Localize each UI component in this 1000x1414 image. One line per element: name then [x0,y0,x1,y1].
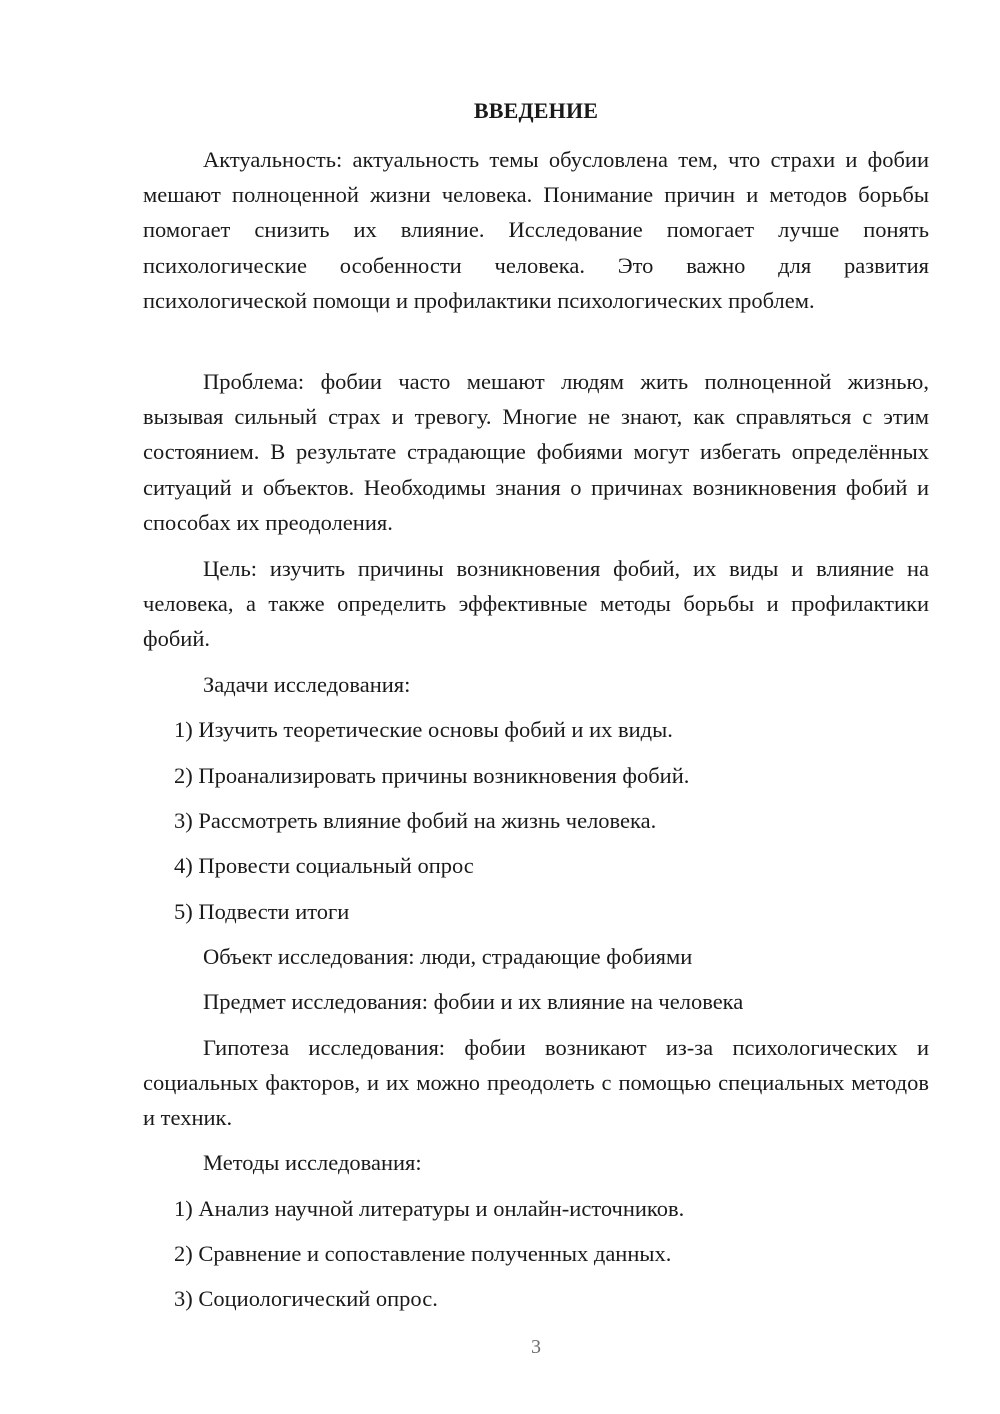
method-item: 3) Социологический опрос. [174,1286,438,1311]
task-item: 3) Рассмотреть влияние фобий на жизнь человека. [174,808,657,833]
section-heading: ВВЕДЕНИЕ [473,98,599,123]
research-object: Объект исследования: люди, страдающие фобиями [203,944,693,969]
task-item: 1) Изучить теоретические основы фобий и их виды. [174,717,673,742]
relevance-paragraph: Актуальность: актуальность темы обусловлена тем, что страхи и фобии мешают полноценной жизни человека. Понимание причин и методов борьбы помогает снизить их влияние. Исследование помогает лучше понять психологические особенности человека. Это важно для развития психологической помощи и профилактики психологических проблем. [143,147,929,313]
problem-paragraph: Проблема: фобии часто мешают людям жить полноценной жизнью, вызывая сильный страх и тревогу. Многие не знают, как справляться с этим состоянием. В результате страдающие фобиями могут избегать определённых ситуаций и объектов. Необходимы знания о причинах возникновения фобий и способах их преодоления. [143,369,929,535]
task-item: 5) Подвести итоги [174,899,350,924]
method-item: 2) Сравнение и сопоставление полученных данных. [174,1241,672,1266]
task-item: 4) Провести социальный опрос [174,853,474,878]
tasks-heading: Задачи исследования: [203,672,411,697]
method-item: 1) Анализ научной литературы и онлайн-источников. [174,1196,685,1221]
methods-heading: Методы исследования: [203,1150,422,1175]
task-item: 2) Проанализировать причины возникновения фобий. [174,763,690,788]
research-subject: Предмет исследования: фобии и их влияние на человека [203,989,744,1014]
goal-paragraph: Цель: изучить причины возникновения фобий, их виды и влияние на человека, а также определить эффективные методы борьбы и профилактики фобий. [143,556,929,652]
page-number: 3 [531,1336,541,1358]
hypothesis-paragraph: Гипотеза исследования: фобии возникают из-за психологических и социальных факторов, и их можно преодолеть с помощью специальных методов и техник. [143,1035,929,1131]
